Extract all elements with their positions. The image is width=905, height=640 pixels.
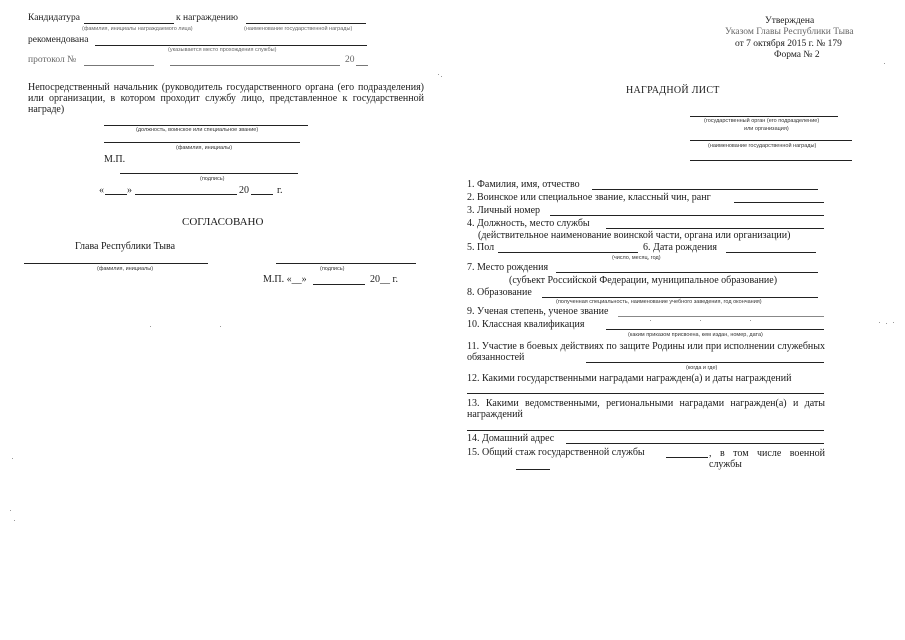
item-4-note: (действительное наименование воинской части, органа или организации) — [478, 230, 791, 241]
name-line — [104, 142, 300, 143]
head-mp-date: М.П. «__» — [263, 274, 307, 285]
item-8-line — [542, 297, 818, 298]
to-award-label: к награждению — [176, 13, 239, 23]
candidate-line — [84, 23, 174, 24]
item-7-note: (субъект Российской Федерации, муниципальное образование) — [509, 275, 778, 286]
scan-speck — [879, 322, 880, 323]
scan-speck — [220, 326, 221, 327]
scan-speck — [150, 326, 151, 327]
caption-meeting: (указывается место прохождения службы) — [168, 47, 277, 53]
scan-speck — [12, 458, 13, 459]
item-3-label: 3. Личный номер — [467, 205, 541, 216]
signature-line — [120, 173, 298, 174]
item-14-label: 14. Домашний адрес — [467, 433, 555, 444]
item-15-military-line — [516, 469, 550, 470]
head-month-line — [313, 284, 365, 285]
item-10-label: 10. Классная квалификация — [467, 319, 585, 330]
item-7-label: 7. Место рождения — [467, 262, 549, 273]
item-13-label: 13. Какими ведомственными, региональными наградами награжден(а) и даты награждений — [467, 398, 825, 420]
protocol-year-line — [356, 65, 368, 66]
item-9-line — [618, 316, 824, 317]
position-line — [104, 125, 308, 126]
item-1-label: 1. Фамилия, имя, отчество — [467, 179, 580, 190]
head-title: Глава Республики Тыва — [75, 241, 176, 252]
item-11-label: 11. Участие в боевых действиях по защите Родины или при исполнении служебных обязанностей — [467, 341, 825, 363]
caption-qualification: (каким приказом присвоена, кем издан, номер, дата) — [628, 332, 763, 338]
scan-speck — [893, 322, 894, 323]
caption-when-where: (когда и где) — [686, 365, 718, 371]
caption-award: (наименование государственной награды) — [244, 26, 353, 32]
date-year: 20 — [239, 185, 249, 196]
scan-speck — [750, 320, 751, 321]
day-line — [105, 194, 127, 195]
caption-award-name: (наименование государственной награды) — [708, 143, 817, 149]
item-6-label: 6. Дата рождения — [643, 242, 717, 253]
item-6-line — [726, 252, 816, 253]
item-15-line — [666, 457, 708, 458]
item-15-military: , в том числе военной службы — [709, 448, 825, 470]
item-5-line — [498, 252, 638, 253]
date-close: » — [127, 185, 132, 196]
supervisor-text: Непосредственный начальник (руководитель государственного органа (его подразделения) или организации, в котором проходит службу лицо, представленное к государственной награде) — [28, 82, 424, 115]
item-7-line — [556, 272, 818, 273]
item-1-line — [592, 189, 818, 190]
protocol-year: 20 — [345, 55, 355, 65]
date-open: « — [99, 185, 104, 196]
caption-org-2: или организация) — [744, 126, 789, 132]
award-line — [246, 23, 366, 24]
item-4-line — [606, 228, 824, 229]
item-11-line — [586, 362, 824, 363]
item-14-line — [566, 443, 824, 444]
candidacy-label: Кандидатура — [28, 13, 80, 23]
head-name-line — [24, 263, 208, 264]
scan-speck — [14, 520, 15, 521]
decree-date: от 7 октября 2015 г. № 179 — [735, 39, 842, 49]
protocol-date-line — [170, 65, 340, 66]
item-2-label: 2. Воинское или специальное звание, классный чин, ранг — [467, 192, 711, 203]
month-line — [135, 194, 237, 195]
scan-speck — [10, 510, 11, 511]
head-year: 20__ г. — [370, 274, 398, 285]
caption-org: (государственный орган (его подразделение) — [704, 118, 820, 124]
date-year-suffix: г. — [277, 185, 283, 196]
scan-speck — [886, 323, 887, 324]
head-signature-line — [276, 263, 416, 264]
protocol-label: протокол № — [28, 55, 77, 65]
item-3-line — [550, 215, 824, 216]
scan-speck — [441, 76, 442, 77]
caption-date: (число, месяц, год) — [612, 255, 661, 261]
scan-speck — [700, 320, 701, 321]
item-4-label: 4. Должность, место службы — [467, 218, 590, 229]
mp-stamp-label: М.П. — [104, 154, 126, 165]
scan-speck — [650, 320, 651, 321]
item-5-label: 5. Пол — [467, 242, 495, 253]
approved-label: Утверждена — [765, 16, 815, 26]
caption-name: (фамилия, инициалы) — [176, 145, 233, 151]
item-12-label: 12. Какими государственными наградами награжден(а) и даты награждений — [467, 373, 792, 384]
item-15-label: 15. Общий стаж государственной службы — [467, 447, 645, 458]
scan-speck — [884, 63, 885, 64]
item-9-label: 9. Ученая степень, ученое звание — [467, 306, 609, 317]
recommended-line — [95, 45, 367, 46]
caption-candidate: (фамилия, инициалы награждаемого лица) — [82, 26, 193, 32]
agreed-heading: СОГЛАСОВАНО — [182, 216, 264, 228]
caption-position: (должность, воинское или специальное звание) — [136, 127, 259, 133]
item-2-line — [734, 202, 824, 203]
caption-name-2: (фамилия, инициалы) — [97, 266, 154, 272]
org-line — [690, 116, 838, 117]
form-number: Форма № 2 — [774, 50, 820, 60]
caption-education: (полученная специальность, наименование учебного заведения, год окончания) — [556, 299, 762, 305]
year-line — [251, 194, 273, 195]
award-name-line — [690, 140, 852, 141]
item-8-label: 8. Образование — [467, 287, 532, 298]
item-12-line — [467, 393, 824, 394]
award-name-line-2 — [690, 160, 852, 161]
recommended-label: рекомендована — [28, 35, 89, 45]
decree-label: Указом Главы Республики Тыва — [725, 27, 854, 37]
item-13-line — [467, 430, 824, 431]
caption-signature: (подпись) — [200, 176, 225, 182]
item-10-line — [606, 329, 824, 330]
scan-speck — [438, 74, 439, 75]
protocol-line — [84, 65, 154, 66]
caption-signature-2: (подпись) — [320, 266, 345, 272]
document-title: НАГРАДНОЙ ЛИСТ — [626, 85, 720, 96]
